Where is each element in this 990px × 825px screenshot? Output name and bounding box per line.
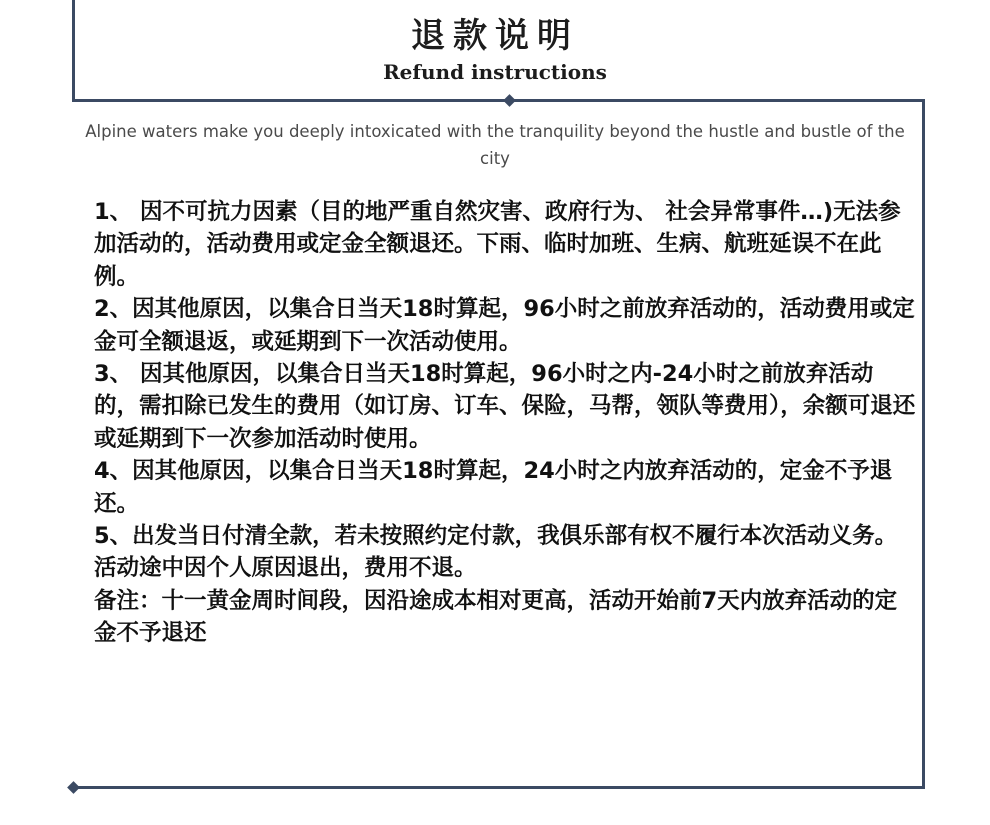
policy-item-2: 2、因其他原因，以集合日当天18时算起，96小时之前放弃活动的，活动费用或定金可全额退返，或延期到下一次活动使用。 [94,296,915,355]
policy-item-4: 4、因其他原因，以集合日当天18时算起，24小时之内放弃活动的，定金不予退还。 [94,458,893,517]
policy-item-5: 5、出发当日付清全款，若未按照约定付款，我俱乐部有权不履行本次活动义务。活动途中因个人原因退出，费用不退。 [94,523,898,582]
diamond-ornament-top [503,94,516,107]
page-subtitle: Refund instructions [383,60,607,84]
policy-item-1: 1、 因不可抗力因素（目的地严重自然灾害、政府行为、 社会异常事件…)无法参加活动的，活动费用或定金全额退还。下雨、临时加班、生病、航班延误不在此例。 [94,199,901,290]
frame-top-line [72,99,925,102]
policy-item-3: 3、 因其他原因，以集合日当天18时算起，96小时之内-24小时之前放弃活动的，需扣除已发生的费用（如订房、订车、保险，马帮，领队等费用），余额可退还或延期到下一次参加活动时使用。 [94,361,916,452]
diamond-ornament-bottom [67,781,80,794]
refund-policy-body [94,196,916,650]
policy-note: 备注：十一黄金周时间段，因沿途成本相对更高，活动开始前7天内放弃活动的定金不予退还 [94,587,898,647]
frame-right-line [922,99,925,789]
frame-bottom-line [72,786,925,789]
tagline: Alpine waters make you deeply intoxicated with the tranquility beyond the hustle and bustle of the city [85,122,905,168]
page-title: 退款说明 [411,16,579,56]
